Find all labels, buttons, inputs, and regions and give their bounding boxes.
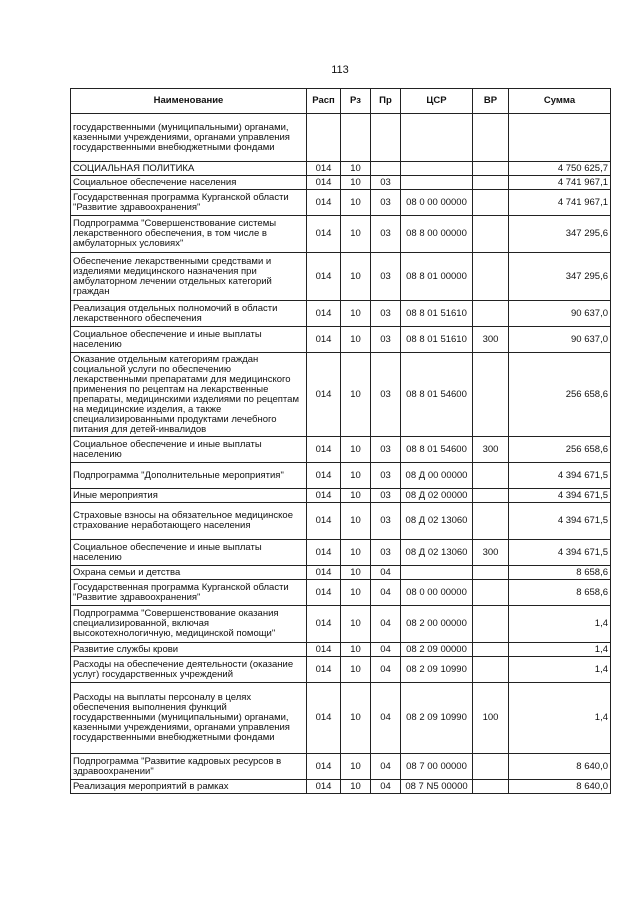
cell-csr: 08 2 09 00000 xyxy=(401,643,473,657)
cell-vr xyxy=(473,754,509,780)
cell-sum: 4 394 671,5 xyxy=(509,489,611,503)
cell-vr xyxy=(473,657,509,683)
cell-pr: 03 xyxy=(371,540,401,566)
cell-sum: 8 658,6 xyxy=(509,566,611,580)
cell-csr: 08 7 00 00000 xyxy=(401,754,473,780)
cell-vr xyxy=(473,780,509,794)
cell-name: Охрана семьи и детства xyxy=(71,566,307,580)
table-row xyxy=(71,503,611,540)
cell-name: государственными (муниципальными) органами, казенными учреждениями, органами управления государственными внебюджетными фондами xyxy=(71,114,307,162)
cell-pr: 03 xyxy=(371,463,401,489)
table-row xyxy=(71,606,611,643)
cell-sum: 8 640,0 xyxy=(509,754,611,780)
cell-name: СОЦИАЛЬНАЯ ПОЛИТИКА xyxy=(71,162,307,176)
cell-sum: 90 637,0 xyxy=(509,301,611,327)
cell-sum: 1,4 xyxy=(509,606,611,643)
cell-vr xyxy=(473,216,509,253)
cell-rasp: 014 xyxy=(307,253,341,301)
cell-pr: 04 xyxy=(371,643,401,657)
cell-pr: 04 xyxy=(371,566,401,580)
cell-rasp: 014 xyxy=(307,503,341,540)
cell-rz: 10 xyxy=(341,606,371,643)
cell-name: Государственная программа Курганской области "Развитие здравоохранения" xyxy=(71,190,307,216)
table-row xyxy=(71,353,611,437)
cell-vr xyxy=(473,162,509,176)
cell-rz: 10 xyxy=(341,780,371,794)
cell-pr: 03 xyxy=(371,489,401,503)
cell-pr: 03 xyxy=(371,253,401,301)
cell-rasp: 014 xyxy=(307,780,341,794)
cell-name: Оказание отдельным категориям граждан социальной услуги по обеспечению лекарственными препаратами для медицинского применения по рецептам на лекарственные препараты, медицинскими изделиями по рецептам на медицинские изделия, а также специализированными продуктами лечебного питания для детей-инвалидов xyxy=(71,353,307,437)
table-header-row xyxy=(71,89,611,114)
cell-sum: 347 295,6 xyxy=(509,253,611,301)
cell-name: Подпрограмма "Дополнительные мероприятия" xyxy=(71,463,307,489)
cell-vr xyxy=(473,176,509,190)
header-rz: Рз xyxy=(341,89,371,114)
cell-sum: 4 394 671,5 xyxy=(509,540,611,566)
cell-rz: 10 xyxy=(341,216,371,253)
cell-name: Реализация мероприятий в рамках xyxy=(71,780,307,794)
cell-csr: 08 0 00 00000 xyxy=(401,190,473,216)
cell-rasp: 014 xyxy=(307,489,341,503)
cell-sum: 4 741 967,1 xyxy=(509,176,611,190)
cell-pr: 04 xyxy=(371,580,401,606)
cell-rasp: 014 xyxy=(307,754,341,780)
cell-vr xyxy=(473,489,509,503)
cell-pr: 03 xyxy=(371,437,401,463)
table-row xyxy=(71,683,611,754)
table-row xyxy=(71,754,611,780)
header-rasp: Расп xyxy=(307,89,341,114)
cell-csr: 08 8 01 51610 xyxy=(401,327,473,353)
cell-csr: 08 2 09 10990 xyxy=(401,657,473,683)
cell-name: Государственная программа Курганской области "Развитие здравоохранения" xyxy=(71,580,307,606)
cell-sum xyxy=(509,114,611,162)
cell-sum: 90 637,0 xyxy=(509,327,611,353)
cell-vr: 300 xyxy=(473,327,509,353)
cell-sum: 8 640,0 xyxy=(509,780,611,794)
table-row xyxy=(71,540,611,566)
cell-vr xyxy=(473,190,509,216)
cell-pr: 03 xyxy=(371,301,401,327)
budget-table xyxy=(70,88,611,794)
cell-csr xyxy=(401,162,473,176)
page-number: 113 xyxy=(331,64,349,76)
table-row xyxy=(71,114,611,162)
cell-pr xyxy=(371,162,401,176)
cell-name: Подпрограмма "Совершенствование системы лекарственного обеспечения, в том числе в амбулаторных условиях" xyxy=(71,216,307,253)
cell-rz: 10 xyxy=(341,327,371,353)
cell-rz: 10 xyxy=(341,162,371,176)
cell-rasp: 014 xyxy=(307,683,341,754)
cell-rasp: 014 xyxy=(307,566,341,580)
header-csr: ЦСР xyxy=(401,89,473,114)
cell-rz: 10 xyxy=(341,253,371,301)
cell-name: Социальное обеспечение и иные выплаты населению xyxy=(71,437,307,463)
cell-sum: 256 658,6 xyxy=(509,353,611,437)
cell-pr: 03 xyxy=(371,353,401,437)
cell-vr xyxy=(473,253,509,301)
cell-rasp: 014 xyxy=(307,216,341,253)
table-row xyxy=(71,566,611,580)
cell-csr: 08 8 01 54600 xyxy=(401,353,473,437)
cell-name: Социальное обеспечение населения xyxy=(71,176,307,190)
cell-rasp xyxy=(307,114,341,162)
cell-sum: 256 658,6 xyxy=(509,437,611,463)
table-row xyxy=(71,643,611,657)
cell-sum: 4 394 671,5 xyxy=(509,463,611,489)
cell-vr xyxy=(473,643,509,657)
header-name: Наименование xyxy=(71,89,307,114)
cell-csr: 08 8 01 00000 xyxy=(401,253,473,301)
cell-vr xyxy=(473,463,509,489)
cell-sum: 1,4 xyxy=(509,657,611,683)
header-sum: Сумма xyxy=(509,89,611,114)
table-row xyxy=(71,162,611,176)
cell-csr: 08 0 00 00000 xyxy=(401,580,473,606)
cell-vr xyxy=(473,114,509,162)
cell-pr: 04 xyxy=(371,754,401,780)
cell-csr: 08 Д 02 00000 xyxy=(401,489,473,503)
cell-sum: 8 658,6 xyxy=(509,580,611,606)
cell-rz: 10 xyxy=(341,566,371,580)
cell-rz: 10 xyxy=(341,489,371,503)
cell-rz: 10 xyxy=(341,437,371,463)
table-row xyxy=(71,301,611,327)
cell-vr xyxy=(473,566,509,580)
cell-sum: 4 741 967,1 xyxy=(509,190,611,216)
table-row xyxy=(71,190,611,216)
table-row xyxy=(71,489,611,503)
cell-rasp: 014 xyxy=(307,353,341,437)
cell-sum: 1,4 xyxy=(509,643,611,657)
table-row xyxy=(71,657,611,683)
table-row xyxy=(71,463,611,489)
cell-rasp: 014 xyxy=(307,327,341,353)
cell-rz: 10 xyxy=(341,754,371,780)
cell-rz: 10 xyxy=(341,353,371,437)
cell-name: Подпрограмма "Развитие кадровых ресурсов в здравоохранении" xyxy=(71,754,307,780)
cell-rz: 10 xyxy=(341,176,371,190)
cell-rasp: 014 xyxy=(307,437,341,463)
cell-vr xyxy=(473,606,509,643)
header-pr: Пр xyxy=(371,89,401,114)
cell-rz: 10 xyxy=(341,301,371,327)
cell-name: Развитие службы крови xyxy=(71,643,307,657)
cell-pr: 04 xyxy=(371,657,401,683)
cell-rz: 10 xyxy=(341,657,371,683)
cell-pr: 03 xyxy=(371,503,401,540)
table-row xyxy=(71,216,611,253)
cell-sum: 347 295,6 xyxy=(509,216,611,253)
cell-rz: 10 xyxy=(341,580,371,606)
cell-rz: 10 xyxy=(341,540,371,566)
table-row xyxy=(71,780,611,794)
cell-csr: 08 8 01 54600 xyxy=(401,437,473,463)
cell-name: Обеспечение лекарственными средствами и изделиями медицинского назначения при амбулаторном лечении отдельных категорий граждан xyxy=(71,253,307,301)
cell-csr: 08 2 09 10990 xyxy=(401,683,473,754)
table-row xyxy=(71,253,611,301)
cell-csr: 08 7 N5 00000 xyxy=(401,780,473,794)
cell-name: Социальное обеспечение и иные выплаты населению xyxy=(71,540,307,566)
cell-name: Социальное обеспечение и иные выплаты населению xyxy=(71,327,307,353)
cell-vr xyxy=(473,580,509,606)
cell-rasp: 014 xyxy=(307,657,341,683)
cell-rasp: 014 xyxy=(307,580,341,606)
cell-vr: 100 xyxy=(473,683,509,754)
table-row xyxy=(71,437,611,463)
cell-name: Расходы на обеспечение деятельности (оказание услуг) государственных учреждений xyxy=(71,657,307,683)
cell-rasp: 014 xyxy=(307,643,341,657)
cell-rasp: 014 xyxy=(307,162,341,176)
cell-csr: 08 8 01 51610 xyxy=(401,301,473,327)
cell-pr: 03 xyxy=(371,327,401,353)
cell-sum: 1,4 xyxy=(509,683,611,754)
cell-name: Реализация отдельных полномочий в области лекарственного обеспечения xyxy=(71,301,307,327)
cell-pr: 04 xyxy=(371,780,401,794)
cell-name: Подпрограмма "Совершенствование оказания специализированной, включая высокотехнологичную, медицинской помощи" xyxy=(71,606,307,643)
cell-name: Иные мероприятия xyxy=(71,489,307,503)
cell-rz: 10 xyxy=(341,683,371,754)
cell-csr xyxy=(401,176,473,190)
cell-pr: 03 xyxy=(371,176,401,190)
cell-rz xyxy=(341,114,371,162)
cell-csr: 08 Д 00 00000 xyxy=(401,463,473,489)
cell-pr: 03 xyxy=(371,216,401,253)
cell-csr: 08 2 00 00000 xyxy=(401,606,473,643)
cell-sum: 4 750 625,7 xyxy=(509,162,611,176)
cell-csr: 08 Д 02 13060 xyxy=(401,540,473,566)
cell-vr xyxy=(473,503,509,540)
cell-rasp: 014 xyxy=(307,301,341,327)
cell-sum: 4 394 671,5 xyxy=(509,503,611,540)
cell-pr: 04 xyxy=(371,606,401,643)
cell-vr: 300 xyxy=(473,437,509,463)
cell-csr xyxy=(401,566,473,580)
cell-name: Расходы на выплаты персоналу в целях обеспечения выполнения функций государственными (муниципальными) органами, казенными учреждениями, органами управления государственными внебюджетными фондами xyxy=(71,683,307,754)
cell-pr: 03 xyxy=(371,190,401,216)
cell-rasp: 014 xyxy=(307,463,341,489)
cell-rasp: 014 xyxy=(307,190,341,216)
cell-name: Страховые взносы на обязательное медицинское страхование неработающего населения xyxy=(71,503,307,540)
cell-vr xyxy=(473,353,509,437)
cell-rasp: 014 xyxy=(307,540,341,566)
cell-rasp: 014 xyxy=(307,176,341,190)
header-vr: ВР xyxy=(473,89,509,114)
cell-rz: 10 xyxy=(341,190,371,216)
cell-rz: 10 xyxy=(341,503,371,540)
cell-rz: 10 xyxy=(341,463,371,489)
cell-pr xyxy=(371,114,401,162)
cell-csr: 08 8 00 00000 xyxy=(401,216,473,253)
table-row xyxy=(71,327,611,353)
cell-vr: 300 xyxy=(473,540,509,566)
table-row xyxy=(71,176,611,190)
cell-rz: 10 xyxy=(341,643,371,657)
cell-vr xyxy=(473,301,509,327)
cell-rasp: 014 xyxy=(307,606,341,643)
cell-pr: 04 xyxy=(371,683,401,754)
cell-csr: 08 Д 02 13060 xyxy=(401,503,473,540)
cell-csr xyxy=(401,114,473,162)
table-row xyxy=(71,580,611,606)
